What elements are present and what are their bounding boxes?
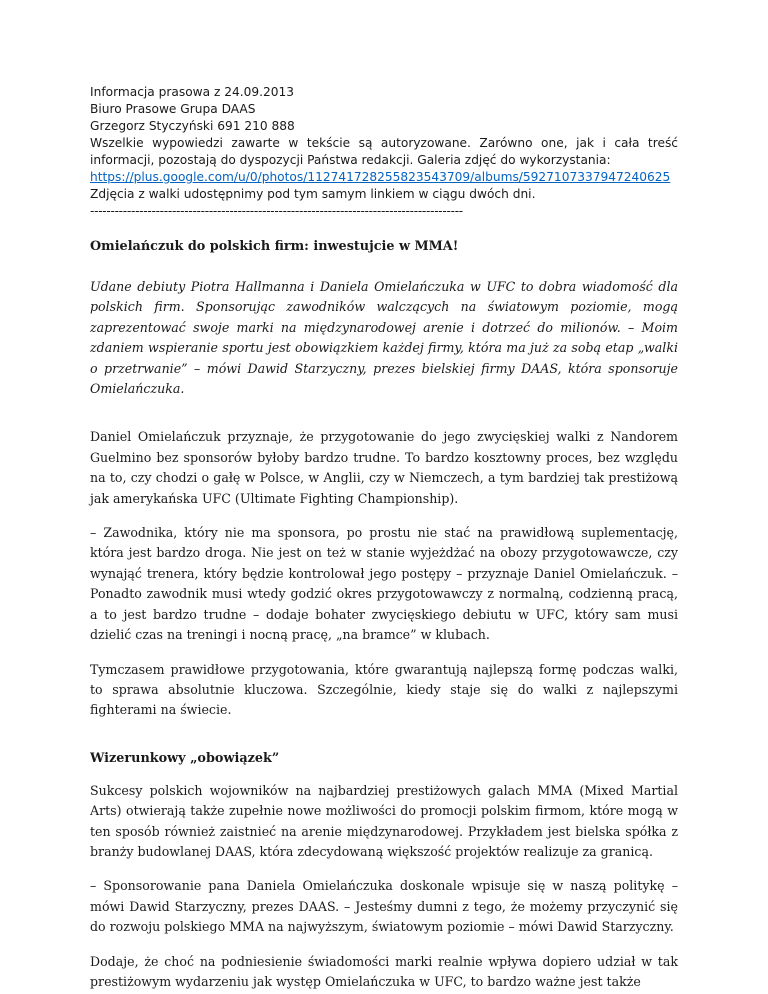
- gallery-link[interactable]: https://plus.google.com/u/0/photos/112741728255823543709/albums/5927107337947240625: [90, 170, 671, 184]
- press-release-date: Informacja prasowa z 24.09.2013: [90, 85, 295, 99]
- press-contact: Grzegorz Styczyński 691 210 888: [90, 119, 295, 133]
- paragraph: Tymczasem prawidłowe przygotowania, które gwarantują najlepszą formę podczas walki, to sprawa absolutnie kluczowa. Szczególnie, kiedy staje się do walki z najlepszymi fighterami na świecie.: [90, 661, 678, 718]
- document-page: [90, 84, 678, 992]
- paragraph: Dodaje, że choć na podniesienie świadomości marki realnie wpływa dopiero udział w tak prestiżowym wydarzeniu jak występ Omielańczuka w UFC, to bardzo ważne jest także: [90, 953, 678, 989]
- press-office: Biuro Prasowe Grupa DAAS: [90, 102, 256, 116]
- paragraph: – Zawodnika, który nie ma sponsora, po prostu nie stać na prawidłową suplementację, która jest bardzo droga. Nie jest on też w stanie wyjeżdżać na obozy przygotowawcze, czy wynająć trenera, który będzie kontrolował jego postępy – przyznaje Daniel Omielańczuk. – Ponadto zawodnik musi wtedy godzić okres przygotowawczy z normalną, codzienną pracą, a to jest bardzo trudne – dodaje bohater zwycięskiego debiutu w UFC, który sam musi dzielić czas na treningi i nocną pracę, „na bramce” w klubach.: [90, 525, 678, 643]
- paragraph: – Sponsorowanie pana Daniela Omielańczuka doskonale wpisuje się w naszą politykę – mówi Dawid Starzyczny, prezes DAAS. – Jesteśmy dumni z tego, że możemy przyczynić się do rozwoju polskiego MMA na najwyższym, światowym poziomie – mówi Dawid Starzyczny.: [90, 878, 678, 935]
- separator-line: -------------------------------------------------------------------------------------------: [90, 204, 463, 218]
- article-lead: Udane debiuty Piotra Hallmanna i Daniela Omielańczuka w UFC to dobra wiadomość dla polskich firm. Sponsorując zawodników walczących na światowym poziomie, mogą zaprezentować swoje marki na międzynarodowej arenie i dotrzeć do milionów. – Moim zdaniem wspieranie sportu jest obowiązkiem każdej firmy, która ma już za sobą etap „walki o przetrwanie” – mówi Dawid Starzyczny, prezes bielskiej firmy DAAS, która sponsoruje Omielańczuka.: [90, 279, 678, 397]
- photos-note: Zdjęcia z walki udostępnimy pod tym samym linkiem w ciągu dwóch dni.: [90, 187, 536, 201]
- press-header: [90, 84, 678, 220]
- section-subtitle: Wizerunkowy „obowiązek”: [90, 750, 280, 766]
- paragraph: Daniel Omielańczuk przyznaje, że przygotowanie do jego zwycięskiej walki z Nandorem Guelmino bez sponsorów byłoby bardzo trudne. To bardzo kosztowny proces, bez względu na to, czy chodzi o gałę w Polsce, w Anglii, czy w Niemczech, a tym bardziej tak prestiżową jak amerykańska UFC (Ultimate Fighting Championship).: [90, 429, 678, 506]
- article-title: Omielańczuk do polskich firm: inwestujcie w MMA!: [90, 239, 459, 254]
- paragraph: Sukcesy polskich wojowników na najbardziej prestiżowych galach MMA (Mixed Martial Arts) otwierają także zupełnie nowe możliwości do promocji polskim firmom, które mogą w ten sposób również zaistnieć na arenie międzynarodowej. Przykładem jest bielska spółka z branży budowlanej DAAS, która zdecydowaną większość projektów realizuje za granicą.: [90, 782, 678, 859]
- authorization-note: Wszelkie wypowiedzi zawarte w tekście są autoryzowane. Zarówno one, jak i cała treść informacji, pozostają do dyspozycji Państwa redakcji. Galeria zdjęć do wykorzystania:: [90, 136, 678, 167]
